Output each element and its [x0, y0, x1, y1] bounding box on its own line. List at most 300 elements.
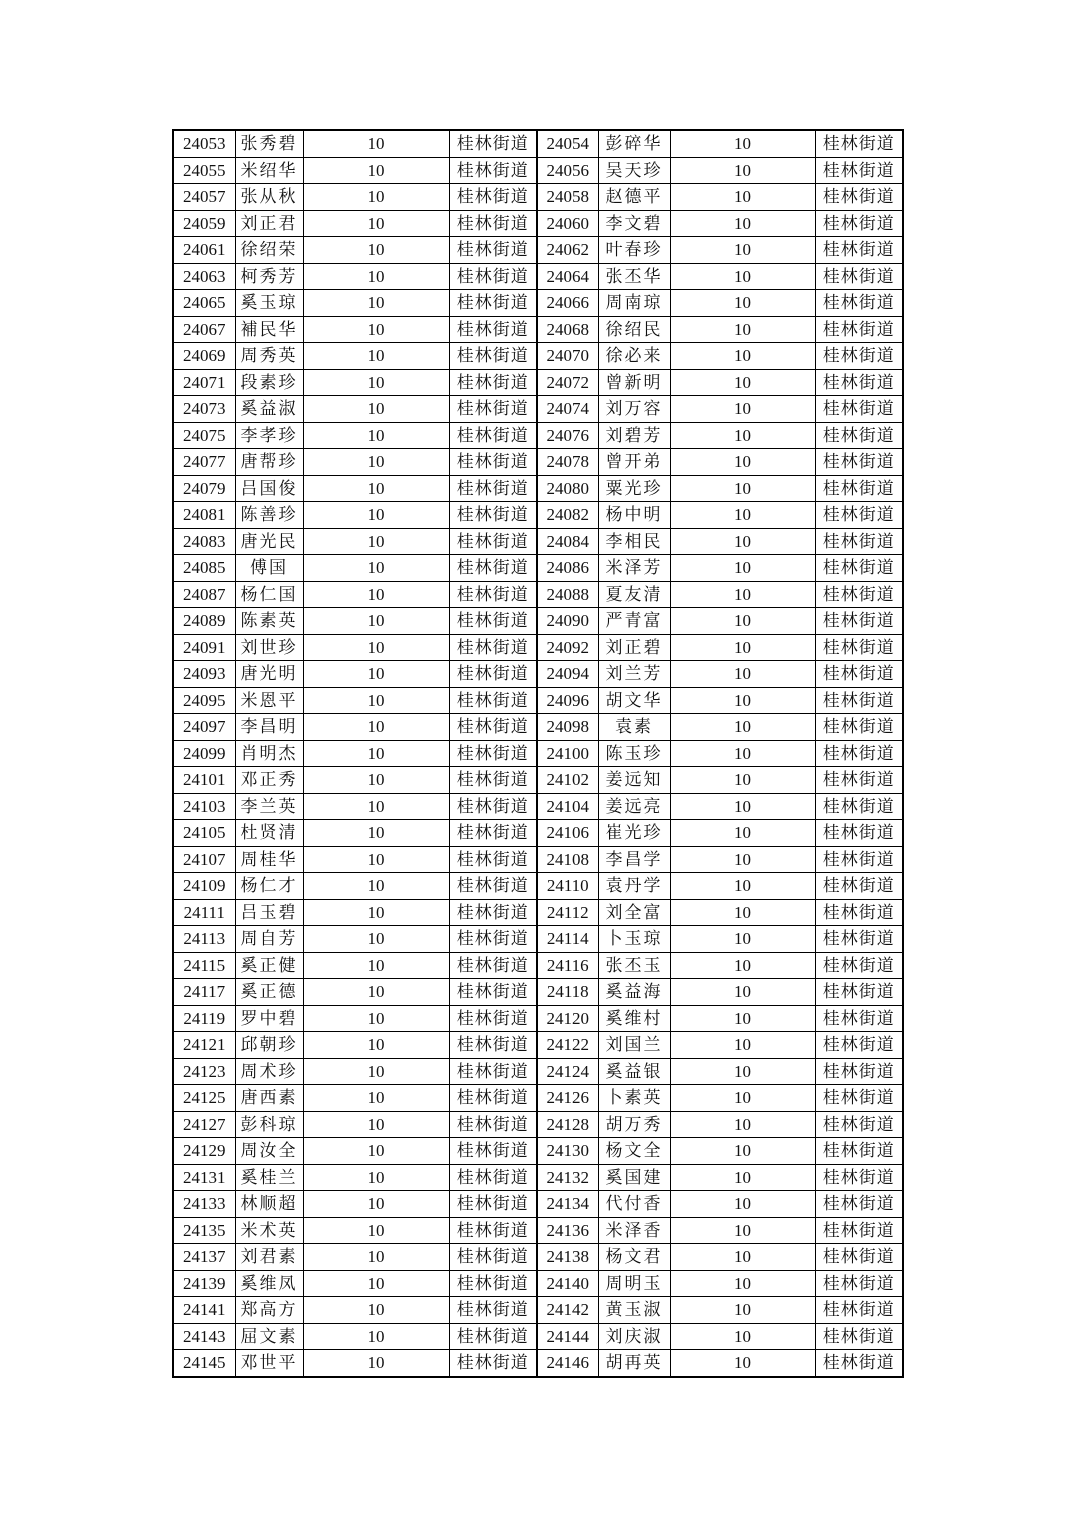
table-row: [173, 1111, 903, 1138]
right-amount-cell: 10: [670, 1111, 815, 1138]
right-id-cell: 24126: [537, 1085, 598, 1112]
right-street-cell: 桂林街道: [815, 899, 903, 926]
left-street-cell: 桂林街道: [449, 449, 537, 476]
right-street-cell: 桂林街道: [815, 1350, 903, 1377]
left-amount-cell: 10: [303, 714, 449, 741]
left-name-cell: 唐西素: [235, 1085, 303, 1112]
right-amount-cell: 10: [670, 1085, 815, 1112]
left-amount-cell: 10: [303, 793, 449, 820]
table-row: [173, 952, 903, 979]
left-name-cell: 张秀碧: [235, 130, 303, 157]
right-amount-cell: 10: [670, 1297, 815, 1324]
right-name-cell: 袁丹学: [598, 873, 670, 900]
left-street-cell: 桂林街道: [449, 1297, 537, 1324]
left-id-cell: 24057: [173, 184, 235, 211]
right-name-cell: 刘兰芳: [598, 661, 670, 688]
left-street-cell: 桂林街道: [449, 475, 537, 502]
left-amount-cell: 10: [303, 1085, 449, 1112]
right-id-cell: 24088: [537, 581, 598, 608]
left-id-cell: 24077: [173, 449, 235, 476]
right-street-cell: 桂林街道: [815, 1323, 903, 1350]
left-name-cell: 奚桂兰: [235, 1164, 303, 1191]
right-amount-cell: 10: [670, 714, 815, 741]
left-amount-cell: 10: [303, 740, 449, 767]
right-name-cell: 杨文全: [598, 1138, 670, 1165]
table-row: [173, 899, 903, 926]
right-street-cell: 桂林街道: [815, 581, 903, 608]
table-row: [173, 1217, 903, 1244]
table-row: [173, 1032, 903, 1059]
left-id-cell: 24129: [173, 1138, 235, 1165]
left-id-cell: 24145: [173, 1350, 235, 1377]
left-id-cell: 24053: [173, 130, 235, 157]
right-amount-cell: 10: [670, 210, 815, 237]
right-id-cell: 24060: [537, 210, 598, 237]
right-street-cell: 桂林街道: [815, 316, 903, 343]
right-id-cell: 24086: [537, 555, 598, 582]
table-row: [173, 581, 903, 608]
table-row: [173, 555, 903, 582]
table-row: [173, 1138, 903, 1165]
table-row: [173, 157, 903, 184]
left-name-cell: 唐光民: [235, 528, 303, 555]
right-street-cell: 桂林街道: [815, 608, 903, 635]
left-id-cell: 24099: [173, 740, 235, 767]
right-street-cell: 桂林街道: [815, 555, 903, 582]
left-id-cell: 24081: [173, 502, 235, 529]
left-name-cell: 補民华: [235, 316, 303, 343]
left-name-cell: 杨仁才: [235, 873, 303, 900]
table-row: [173, 1350, 903, 1377]
right-street-cell: 桂林街道: [815, 1244, 903, 1271]
left-amount-cell: 10: [303, 263, 449, 290]
right-id-cell: 24134: [537, 1191, 598, 1218]
table-row: [173, 290, 903, 317]
left-amount-cell: 10: [303, 290, 449, 317]
left-street-cell: 桂林街道: [449, 1164, 537, 1191]
left-amount-cell: 10: [303, 926, 449, 953]
left-name-cell: 杜贤清: [235, 820, 303, 847]
table-row: [173, 475, 903, 502]
left-street-cell: 桂林街道: [449, 1058, 537, 1085]
right-name-cell: 黄玉淑: [598, 1297, 670, 1324]
left-amount-cell: 10: [303, 899, 449, 926]
right-id-cell: 24128: [537, 1111, 598, 1138]
left-street-cell: 桂林街道: [449, 263, 537, 290]
left-amount-cell: 10: [303, 1217, 449, 1244]
left-amount-cell: 10: [303, 1350, 449, 1377]
left-id-cell: 24093: [173, 661, 235, 688]
right-id-cell: 24118: [537, 979, 598, 1006]
left-street-cell: 桂林街道: [449, 1217, 537, 1244]
right-amount-cell: 10: [670, 1058, 815, 1085]
left-id-cell: 24141: [173, 1297, 235, 1324]
right-name-cell: 粟光珍: [598, 475, 670, 502]
table-row: [173, 1270, 903, 1297]
right-id-cell: 24136: [537, 1217, 598, 1244]
right-id-cell: 24062: [537, 237, 598, 264]
right-street-cell: 桂林街道: [815, 210, 903, 237]
right-street-cell: 桂林街道: [815, 979, 903, 1006]
right-amount-cell: 10: [670, 130, 815, 157]
right-amount-cell: 10: [670, 237, 815, 264]
right-name-cell: 赵德平: [598, 184, 670, 211]
right-amount-cell: 10: [670, 1217, 815, 1244]
right-street-cell: 桂林街道: [815, 396, 903, 423]
table-row: [173, 1297, 903, 1324]
right-name-cell: 徐绍民: [598, 316, 670, 343]
right-amount-cell: 10: [670, 1032, 815, 1059]
left-name-cell: 张从秋: [235, 184, 303, 211]
left-id-cell: 24091: [173, 634, 235, 661]
left-id-cell: 24127: [173, 1111, 235, 1138]
table-row: [173, 210, 903, 237]
right-id-cell: 24138: [537, 1244, 598, 1271]
right-amount-cell: 10: [670, 290, 815, 317]
left-amount-cell: 10: [303, 528, 449, 555]
left-amount-cell: 10: [303, 1191, 449, 1218]
table-row: [173, 528, 903, 555]
right-street-cell: 桂林街道: [815, 449, 903, 476]
left-name-cell: 周术珍: [235, 1058, 303, 1085]
left-amount-cell: 10: [303, 767, 449, 794]
right-street-cell: 桂林街道: [815, 820, 903, 847]
left-street-cell: 桂林街道: [449, 130, 537, 157]
right-name-cell: 张丕玉: [598, 952, 670, 979]
left-amount-cell: 10: [303, 1032, 449, 1059]
left-street-cell: 桂林街道: [449, 846, 537, 873]
right-amount-cell: 10: [670, 1005, 815, 1032]
right-name-cell: 姜远知: [598, 767, 670, 794]
right-street-cell: 桂林街道: [815, 1191, 903, 1218]
right-amount-cell: 10: [670, 793, 815, 820]
table-row: [173, 502, 903, 529]
left-name-cell: 奚维凤: [235, 1270, 303, 1297]
left-street-cell: 桂林街道: [449, 528, 537, 555]
right-amount-cell: 10: [670, 1138, 815, 1165]
left-street-cell: 桂林街道: [449, 369, 537, 396]
right-name-cell: 奚维村: [598, 1005, 670, 1032]
left-id-cell: 24059: [173, 210, 235, 237]
left-name-cell: 郑高方: [235, 1297, 303, 1324]
table-row: [173, 1164, 903, 1191]
table-row: [173, 793, 903, 820]
left-street-cell: 桂林街道: [449, 1323, 537, 1350]
left-id-cell: 24055: [173, 157, 235, 184]
table-row: [173, 369, 903, 396]
left-id-cell: 24143: [173, 1323, 235, 1350]
right-name-cell: 奚益银: [598, 1058, 670, 1085]
right-id-cell: 24064: [537, 263, 598, 290]
left-id-cell: 24069: [173, 343, 235, 370]
right-name-cell: 刘万容: [598, 396, 670, 423]
left-name-cell: 刘正君: [235, 210, 303, 237]
left-street-cell: 桂林街道: [449, 396, 537, 423]
right-id-cell: 24056: [537, 157, 598, 184]
table-row: [173, 608, 903, 635]
left-name-cell: 李孝珍: [235, 422, 303, 449]
right-street-cell: 桂林街道: [815, 1005, 903, 1032]
left-amount-cell: 10: [303, 581, 449, 608]
left-street-cell: 桂林街道: [449, 343, 537, 370]
right-id-cell: 24106: [537, 820, 598, 847]
left-name-cell: 周秀英: [235, 343, 303, 370]
table-row: [173, 687, 903, 714]
left-street-cell: 桂林街道: [449, 581, 537, 608]
left-street-cell: 桂林街道: [449, 714, 537, 741]
left-amount-cell: 10: [303, 555, 449, 582]
right-name-cell: 夏友清: [598, 581, 670, 608]
right-amount-cell: 10: [670, 820, 815, 847]
left-amount-cell: 10: [303, 820, 449, 847]
table-row: [173, 422, 903, 449]
left-street-cell: 桂林街道: [449, 316, 537, 343]
left-amount-cell: 10: [303, 846, 449, 873]
right-street-cell: 桂林街道: [815, 184, 903, 211]
right-id-cell: 24112: [537, 899, 598, 926]
right-name-cell: 张丕华: [598, 263, 670, 290]
left-id-cell: 24133: [173, 1191, 235, 1218]
left-street-cell: 桂林街道: [449, 820, 537, 847]
left-amount-cell: 10: [303, 1005, 449, 1032]
left-amount-cell: 10: [303, 1270, 449, 1297]
left-id-cell: 24065: [173, 290, 235, 317]
table-row: [173, 740, 903, 767]
right-amount-cell: 10: [670, 687, 815, 714]
right-id-cell: 24070: [537, 343, 598, 370]
right-id-cell: 24104: [537, 793, 598, 820]
table-row: [173, 714, 903, 741]
right-id-cell: 24100: [537, 740, 598, 767]
right-id-cell: 24096: [537, 687, 598, 714]
left-amount-cell: 10: [303, 237, 449, 264]
left-id-cell: 24113: [173, 926, 235, 953]
left-street-cell: 桂林街道: [449, 1244, 537, 1271]
right-amount-cell: 10: [670, 475, 815, 502]
left-amount-cell: 10: [303, 687, 449, 714]
right-name-cell: 曾新明: [598, 369, 670, 396]
right-name-cell: 李文碧: [598, 210, 670, 237]
table-row: [173, 873, 903, 900]
left-amount-cell: 10: [303, 979, 449, 1006]
right-id-cell: 24090: [537, 608, 598, 635]
right-name-cell: 奚国建: [598, 1164, 670, 1191]
left-amount-cell: 10: [303, 343, 449, 370]
right-street-cell: 桂林街道: [815, 952, 903, 979]
right-amount-cell: 10: [670, 1323, 815, 1350]
left-amount-cell: 10: [303, 634, 449, 661]
left-street-cell: 桂林街道: [449, 237, 537, 264]
left-name-cell: 林顺超: [235, 1191, 303, 1218]
right-amount-cell: 10: [670, 608, 815, 635]
left-id-cell: 24083: [173, 528, 235, 555]
left-street-cell: 桂林街道: [449, 873, 537, 900]
table-row: [173, 449, 903, 476]
right-name-cell: 杨中明: [598, 502, 670, 529]
left-id-cell: 24063: [173, 263, 235, 290]
left-id-cell: 24123: [173, 1058, 235, 1085]
right-id-cell: 24072: [537, 369, 598, 396]
right-street-cell: 桂林街道: [815, 263, 903, 290]
roster-body: [173, 130, 903, 1377]
right-id-cell: 24082: [537, 502, 598, 529]
right-amount-cell: 10: [670, 873, 815, 900]
right-street-cell: 桂林街道: [815, 1138, 903, 1165]
right-name-cell: 周明玉: [598, 1270, 670, 1297]
right-street-cell: 桂林街道: [815, 1111, 903, 1138]
right-id-cell: 24076: [537, 422, 598, 449]
right-amount-cell: 10: [670, 952, 815, 979]
left-amount-cell: 10: [303, 1323, 449, 1350]
table-row: [173, 237, 903, 264]
left-amount-cell: 10: [303, 1244, 449, 1271]
right-street-cell: 桂林街道: [815, 1270, 903, 1297]
right-street-cell: 桂林街道: [815, 687, 903, 714]
left-name-cell: 唐帮珍: [235, 449, 303, 476]
left-amount-cell: 10: [303, 502, 449, 529]
right-amount-cell: 10: [670, 422, 815, 449]
right-id-cell: 24108: [537, 846, 598, 873]
right-amount-cell: 10: [670, 157, 815, 184]
right-name-cell: 胡文华: [598, 687, 670, 714]
left-amount-cell: 10: [303, 369, 449, 396]
left-name-cell: 邱朝珍: [235, 1032, 303, 1059]
right-amount-cell: 10: [670, 184, 815, 211]
left-name-cell: 柯秀芳: [235, 263, 303, 290]
table-row: [173, 184, 903, 211]
table-row: [173, 1244, 903, 1271]
right-amount-cell: 10: [670, 396, 815, 423]
right-name-cell: 叶春珍: [598, 237, 670, 264]
table-row: [173, 926, 903, 953]
right-street-cell: 桂林街道: [815, 369, 903, 396]
right-amount-cell: 10: [670, 979, 815, 1006]
left-street-cell: 桂林街道: [449, 502, 537, 529]
right-amount-cell: 10: [670, 1270, 815, 1297]
right-id-cell: 24146: [537, 1350, 598, 1377]
right-amount-cell: 10: [670, 528, 815, 555]
right-street-cell: 桂林街道: [815, 846, 903, 873]
right-amount-cell: 10: [670, 846, 815, 873]
left-name-cell: 罗中碧: [235, 1005, 303, 1032]
left-id-cell: 24089: [173, 608, 235, 635]
left-street-cell: 桂林街道: [449, 687, 537, 714]
right-name-cell: 米泽芳: [598, 555, 670, 582]
left-name-cell: 邓正秀: [235, 767, 303, 794]
right-street-cell: 桂林街道: [815, 237, 903, 264]
left-street-cell: 桂林街道: [449, 157, 537, 184]
right-street-cell: 桂林街道: [815, 767, 903, 794]
left-street-cell: 桂林街道: [449, 1270, 537, 1297]
right-street-cell: 桂林街道: [815, 157, 903, 184]
table-row: [173, 1058, 903, 1085]
right-amount-cell: 10: [670, 740, 815, 767]
left-street-cell: 桂林街道: [449, 1005, 537, 1032]
right-name-cell: 刘正碧: [598, 634, 670, 661]
right-name-cell: 曾开弟: [598, 449, 670, 476]
right-id-cell: 24078: [537, 449, 598, 476]
left-name-cell: 彭科琼: [235, 1111, 303, 1138]
right-name-cell: 卜玉琼: [598, 926, 670, 953]
left-name-cell: 吕国俊: [235, 475, 303, 502]
right-street-cell: 桂林街道: [815, 926, 903, 953]
right-amount-cell: 10: [670, 661, 815, 688]
right-name-cell: 刘庆淑: [598, 1323, 670, 1350]
right-street-cell: 桂林街道: [815, 740, 903, 767]
right-street-cell: 桂林街道: [815, 502, 903, 529]
left-amount-cell: 10: [303, 1297, 449, 1324]
left-amount-cell: 10: [303, 157, 449, 184]
right-street-cell: 桂林街道: [815, 1217, 903, 1244]
right-amount-cell: 10: [670, 581, 815, 608]
right-id-cell: 24058: [537, 184, 598, 211]
left-street-cell: 桂林街道: [449, 608, 537, 635]
right-name-cell: 周南琼: [598, 290, 670, 317]
right-name-cell: 姜远亮: [598, 793, 670, 820]
right-street-cell: 桂林街道: [815, 290, 903, 317]
left-id-cell: 24139: [173, 1270, 235, 1297]
left-amount-cell: 10: [303, 608, 449, 635]
left-id-cell: 24095: [173, 687, 235, 714]
right-amount-cell: 10: [670, 926, 815, 953]
table-row: [173, 846, 903, 873]
right-id-cell: 24054: [537, 130, 598, 157]
left-id-cell: 24087: [173, 581, 235, 608]
left-id-cell: 24111: [173, 899, 235, 926]
left-street-cell: 桂林街道: [449, 952, 537, 979]
right-id-cell: 24140: [537, 1270, 598, 1297]
right-name-cell: 袁素: [598, 714, 670, 741]
left-name-cell: 周汝全: [235, 1138, 303, 1165]
right-street-cell: 桂林街道: [815, 1297, 903, 1324]
left-street-cell: 桂林街道: [449, 661, 537, 688]
right-amount-cell: 10: [670, 899, 815, 926]
table-row: [173, 1005, 903, 1032]
left-id-cell: 24121: [173, 1032, 235, 1059]
left-name-cell: 奚益淑: [235, 396, 303, 423]
table-row: [173, 263, 903, 290]
left-amount-cell: 10: [303, 1164, 449, 1191]
right-id-cell: 24114: [537, 926, 598, 953]
right-name-cell: 吴天珍: [598, 157, 670, 184]
table-row: [173, 316, 903, 343]
left-name-cell: 米绍华: [235, 157, 303, 184]
left-street-cell: 桂林街道: [449, 1085, 537, 1112]
right-id-cell: 24110: [537, 873, 598, 900]
table-row: [173, 661, 903, 688]
roster-table: [172, 129, 904, 1378]
left-id-cell: 24131: [173, 1164, 235, 1191]
right-id-cell: 24130: [537, 1138, 598, 1165]
left-amount-cell: 10: [303, 210, 449, 237]
right-id-cell: 24094: [537, 661, 598, 688]
left-id-cell: 24119: [173, 1005, 235, 1032]
right-amount-cell: 10: [670, 449, 815, 476]
right-amount-cell: 10: [670, 555, 815, 582]
right-name-cell: 代付香: [598, 1191, 670, 1218]
right-name-cell: 胡再英: [598, 1350, 670, 1377]
table-row: [173, 1323, 903, 1350]
left-street-cell: 桂林街道: [449, 1032, 537, 1059]
left-amount-cell: 10: [303, 396, 449, 423]
right-name-cell: 李昌学: [598, 846, 670, 873]
left-amount-cell: 10: [303, 1138, 449, 1165]
left-id-cell: 24079: [173, 475, 235, 502]
left-amount-cell: 10: [303, 316, 449, 343]
left-amount-cell: 10: [303, 1111, 449, 1138]
left-street-cell: 桂林街道: [449, 979, 537, 1006]
left-name-cell: 傅国: [235, 555, 303, 582]
